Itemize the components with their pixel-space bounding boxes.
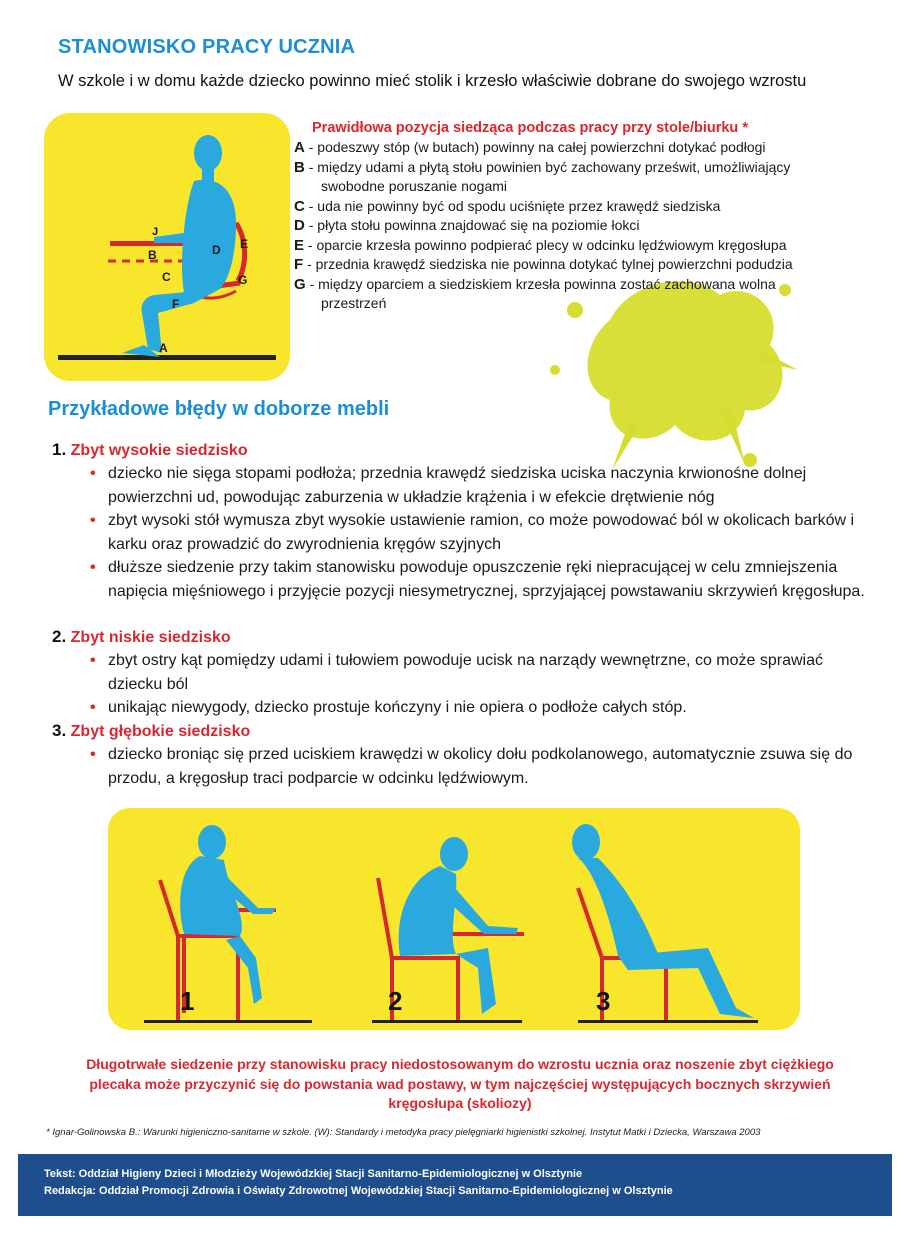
label-e: E <box>240 237 249 251</box>
warning-text: Długotrwałe siedzenie przy stanowisku pracy niedostosowanym do wzrostu ucznia oraz noszenie zbyt ciężkiego plecaka może przyczynić się do powstania wad postawy, w tym najczęściej występujących bocznych skrzywień kręgosłupa (skoliozy) <box>86 1056 834 1111</box>
page-title: STANOWISKO PRACY UCZNIA <box>58 36 356 58</box>
list-item: • unikając niewygody, dziecko prostuje kończyny i nie opiera o podłoże całych stóp. <box>108 696 872 720</box>
list-item: B - między udami a płytą stołu powinien być zachowany prześwit, umożliwiający swobodne poruszanie nogami <box>294 158 791 194</box>
section-heading: 1. Zbyt wysokie siedzisko <box>52 440 248 459</box>
list-item: • dłuższe siedzenie przy takim stanowisku powoduje opuszczenie ręki niepracującej w celu zmniejszenia napięcia mięśniowego i przyjęcie pozycji niesymetrycznej, sprzyjającej powstawaniu skrzywień kręgosłupa. <box>108 556 872 603</box>
page-subtitle: W szkole i w domu każde dziecko powinno mieć stolik i krzesło właściwie dobrane do swojego wzrostu <box>58 72 807 90</box>
label-a: A <box>159 341 168 355</box>
footer-banner <box>18 1154 892 1216</box>
error-section-2 <box>52 627 872 720</box>
list-item: • dziecko nie sięga stopami podłoża; przednia krawędź siedziska uciska naczynia krwionośne dolnej powierzchni ud, powodując zaburzenia w układzie krążenia i w efekcie drętwienie nóg <box>108 462 872 509</box>
correct-posture-figure <box>44 113 290 381</box>
incorrect-postures-figure <box>108 808 800 1030</box>
footer-line-text: Tekst: Oddział Higieny Dzieci i Młodzieży Wojewódzkiej Stacji Sanitarno-Epidemiologicznej w Olsztynie <box>44 1168 583 1180</box>
label-f: F <box>172 297 180 311</box>
figure-number-2: 2 <box>388 986 403 1016</box>
label-b: B <box>148 248 157 262</box>
error-section-3 <box>52 721 872 790</box>
list-item: • dziecko broniąc się przed uciskiem krawędzi w okolicy dołu podkolanowego, automatycznie zsuwa się do przodu, a kręgosłup traci podparcie w odcinku lędźwiowym. <box>108 743 872 790</box>
section-heading: 2. Zbyt niskie siedzisko <box>52 627 231 646</box>
svg-text:J: J <box>152 226 159 238</box>
list-item: D - płyta stołu powinna znajdować się na poziomie łokci <box>294 217 640 234</box>
errors-section-title: Przykładowe błędy w doborze mebli <box>48 398 390 420</box>
error-section-1 <box>52 440 872 603</box>
footnote: * Ignar-Golinowska B.: Warunki higieniczno-sanitarne w szkole. (W): Standardy i metodyka pracy pielęgniarki higienistki szkolnej. Instytut Matki i Dziecka, Warszawa 2003 <box>46 1127 761 1138</box>
figure-number-3: 3 <box>596 986 611 1016</box>
footer-line-editing: Redakcja: Oddział Promocji Zdrowia i Oświaty Zdrowotnej Wojewódzkiej Stacji Sanitarno-Epidemiologicznej w Olsztynie <box>44 1185 673 1197</box>
figure-number-1: 1 <box>180 986 195 1016</box>
incorrect-postures-illustration <box>108 808 800 1030</box>
list-item: E - oparcie krzesła powinno podpierać plecy w odcinku lędźwiowym kręgosłupa <box>294 236 787 254</box>
list-item: • zbyt ostry kąt pomiędzy udami i tułowiem powoduje ucisk na narządy wewnętrzne, co może sprawiać dziecku ból <box>108 649 872 696</box>
list-item: C - uda nie powinny być od spodu uciśnięte przez krawędź siedziska <box>294 197 721 215</box>
list-item: • zbyt wysoki stół wymusza zbyt wysokie ustawienie ramion, co może powodować ból w okolicach barków i karku oraz prowadzić do zwyrodnienia kręgów szyjnych <box>108 509 872 556</box>
section-heading: 3. Zbyt głębokie siedzisko <box>52 721 251 740</box>
correct-position-list <box>294 138 894 314</box>
correct-position-title: Prawidłowa pozycja siedząca podczas pracy przy stole/biurku * <box>312 120 748 136</box>
list-item: F - przednia krawędź siedziska nie powinna dotykać tylnej powierzchni podudzia <box>294 256 793 273</box>
label-g: G <box>238 273 248 287</box>
label-d: D <box>212 243 221 257</box>
list-item: G - między oparciem a siedziskiem krzesła powinna zostać zachowana wolna przestrzeń <box>294 275 776 311</box>
list-item: A - podeszwy stóp (w butach) powinny na całej powierzchni dotykać podłogi <box>294 139 766 156</box>
label-c: C <box>162 270 171 284</box>
